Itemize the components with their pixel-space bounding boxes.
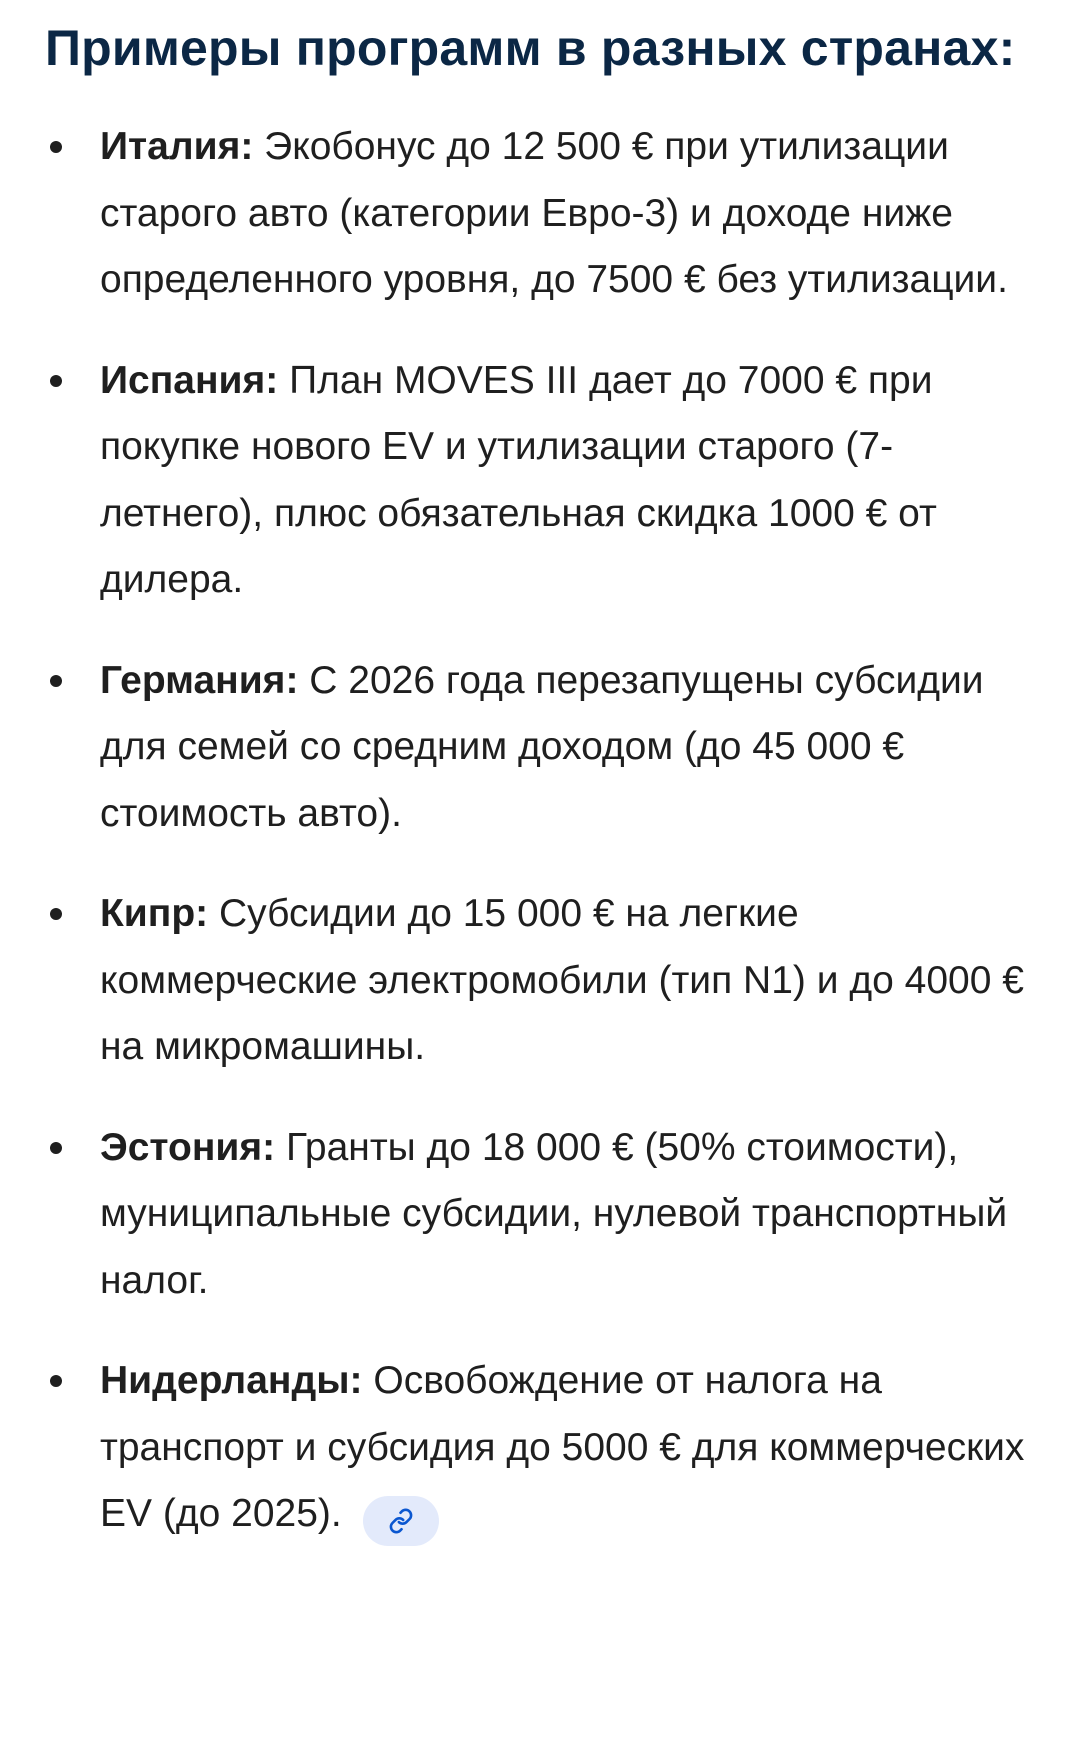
list-item xyxy=(45,114,1035,314)
country-name: Италия: xyxy=(100,125,254,168)
program-description: План MOVES III дает до 7000 € при покупке нового EV и утилизации старого (7-летнего), плюс обязательная скидка 1000 € от дилера. xyxy=(100,358,937,601)
list-item xyxy=(45,1115,1035,1315)
list-item xyxy=(45,1348,1035,1548)
link-icon xyxy=(388,1508,414,1534)
country-name: Германия: xyxy=(100,658,299,702)
list-item xyxy=(45,648,1035,848)
bullet-icon xyxy=(50,1375,62,1387)
country-name: Нидерланды: xyxy=(100,1359,363,1402)
country-name: Испания: xyxy=(100,358,279,402)
country-name: Кипр: xyxy=(100,892,209,935)
bullet-icon xyxy=(50,141,62,153)
source-link-button[interactable] xyxy=(363,1496,439,1546)
program-description: Экобонус до 12 500 € при утилизации старого авто (категории Евро-3) и доходе ниже определенного уровня, до 7500 € без утилизации. xyxy=(100,125,1008,301)
program-description: С 2026 года перезапущены субсидии для семей со средним доходом (до 45 000 € стоимость авто). xyxy=(100,658,984,835)
program-description: Освобождение от налога на транспорт и субсидия до 5000 € для коммерческих EV (до 2025). xyxy=(100,1359,1025,1535)
program-description: Субсидии до 15 000 € на легкие коммерческие электромобили (тип N1) и до 4000 € на микромашины. xyxy=(100,892,1024,1068)
list-item xyxy=(45,881,1035,1081)
country-programs-list xyxy=(45,114,1035,1548)
bullet-icon xyxy=(50,908,62,920)
bullet-icon xyxy=(50,675,62,687)
response-content xyxy=(45,10,1035,1582)
section-heading: Примеры программ в разных странах: xyxy=(45,20,1016,76)
country-name: Эстония: xyxy=(100,1125,276,1169)
bullet-icon xyxy=(50,375,62,387)
program-description: Гранты до 18 000 € (50% стоимости), муниципальные субсидии, нулевой транспортный налог. xyxy=(100,1125,1008,1302)
bullet-icon xyxy=(50,1142,62,1154)
list-item xyxy=(45,348,1035,614)
